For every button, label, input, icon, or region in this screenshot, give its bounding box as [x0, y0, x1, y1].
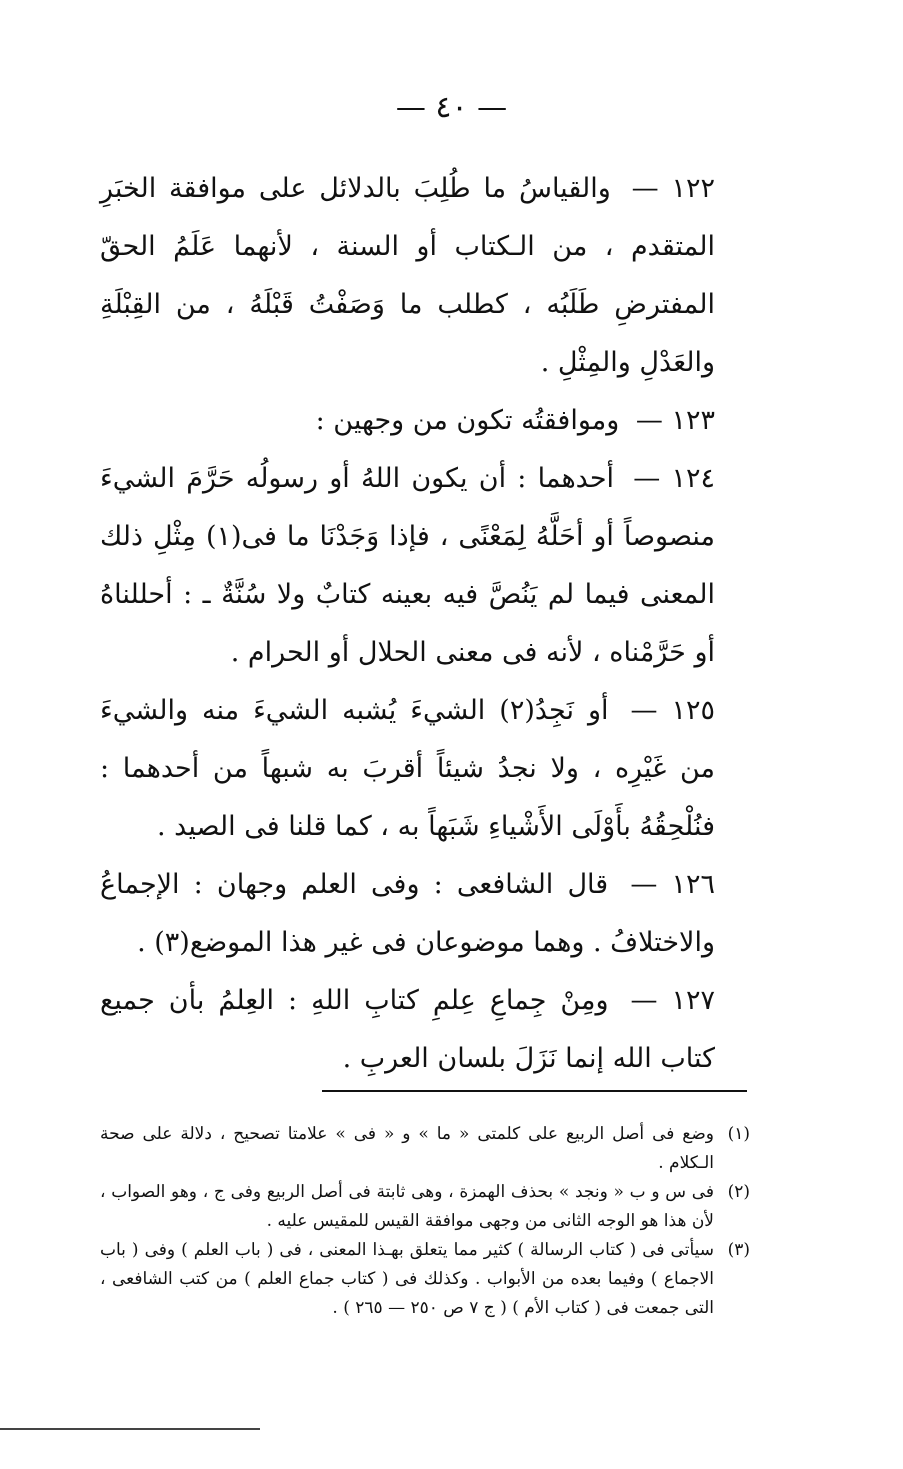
paragraph-text: أو نَجِدُ(٢) الشيءَ يُشبه الشيءَ منه والشيءَ من غَيْرِه ، ولا نجدُ شيئاً أقربَ به شبهاً من أحدهما : فنُلْحِقُهُ بأَوْلَى الأَشْياءِ شَبَهاً به ، كما قلنا فى الصيد .: [100, 695, 715, 842]
footnote-marker: (١): [727, 1124, 750, 1144]
paragraph-127: [100, 972, 755, 1088]
paragraph-124: [100, 450, 755, 682]
footnote-marker: (٢): [727, 1182, 750, 1202]
paragraph-125: [100, 682, 755, 856]
paragraph-text: أحدهما : أن يكون اللهُ أو رسولُه حَرَّمَ الشيءَ منصوصاً أو أحَلَّهُ لِمَعْنًى ، فإذا وَجَدْنَا ما فى(١) مِثْلِ ذلك المعنى فيما لم يَنُصَّ فيه بعينه كتابٌ ولا سُنَّةٌ ـ : أحللناهُ أو حَرَّمْناه ، لأنه فى معنى الحلال أو الحرام .: [100, 463, 716, 668]
paragraph-number: ١٢٧ —: [630, 985, 715, 1016]
footnote-text: وضع فى أصل الربيع على كلمتى « ما » و « فى » علامتا تصحيح ، دلالة على صحة الـكلام .: [100, 1124, 714, 1173]
paragraph-number: ١٢٤ —: [633, 463, 715, 494]
paragraph-122: [100, 160, 755, 392]
page-number: — ٤٠ —: [395, 90, 508, 125]
scan-edge-line: [0, 1428, 260, 1430]
footnote-1: [100, 1120, 750, 1178]
footnote-2: [100, 1178, 750, 1236]
footnotes: [100, 1120, 750, 1323]
paragraph-text: والقياسُ ما طُلِبَ بالدلائل على موافقة الخبَرِ المتقدم ، من الـكتاب أو السنة ، لأنهما عَلَمُ الحقّ المفترضِ طَلَبُه ، كطلب ما وَصَفْتُ قَبْلَهُ ، من القِبْلَةِ والعَدْلِ والمِثْلِ .: [100, 173, 715, 378]
paragraph-number: ١٢٥ —: [630, 695, 715, 726]
footnote-marker: (٣): [727, 1240, 750, 1260]
footnote-text: فى س و ب « ونجد » بحذف الهمزة ، وهى ثابتة فى أصل الربيع وفى ج ، وهو الصواب ، لأن هذا هو الوجه الثانى من وجهى موافقة القيس للمقيس عليه .: [100, 1182, 714, 1231]
footnote-3: [100, 1236, 750, 1323]
paragraph-text: ومِنْ جِماعِ عِلمِ كتابِ اللهِ : العِلمُ بأن جميع كتاب الله إنما نَزَلَ بلسان العربِ .: [100, 985, 715, 1074]
footnote-separator: [322, 1090, 747, 1092]
paragraph-number: ١٢٣ —: [635, 405, 715, 436]
paragraph-number: ١٢٦ —: [630, 869, 715, 900]
paragraph-number: ١٢٢ —: [631, 173, 715, 204]
paragraph-text: وموافقتُه تكون من وجهين :: [315, 405, 620, 436]
footnote-text: سيأتى فى ( كتاب الرسالة ) كثير مما يتعلق بهـذا المعنى ، فى ( باب العلم ) وفى ( باب الاجماع ) وفيما بعده من الأبواب . وكذلك فى ( كتاب جماع العلم ) من كتب الشافعى ، التى جمعت فى ( كتاب الأم ) ( ج ٧ ص ٢٥٠ — ٢٦٥ ) .: [100, 1240, 714, 1318]
main-text: [100, 160, 755, 1088]
paragraph-text: قال الشافعى : وفى العلم وجهان : الإجماعُ والاختلافُ . وهما موضوعان فى غير هذا الموضع(٣) .: [100, 869, 715, 958]
paragraph-126: [100, 856, 755, 972]
paragraph-123: [100, 392, 755, 450]
